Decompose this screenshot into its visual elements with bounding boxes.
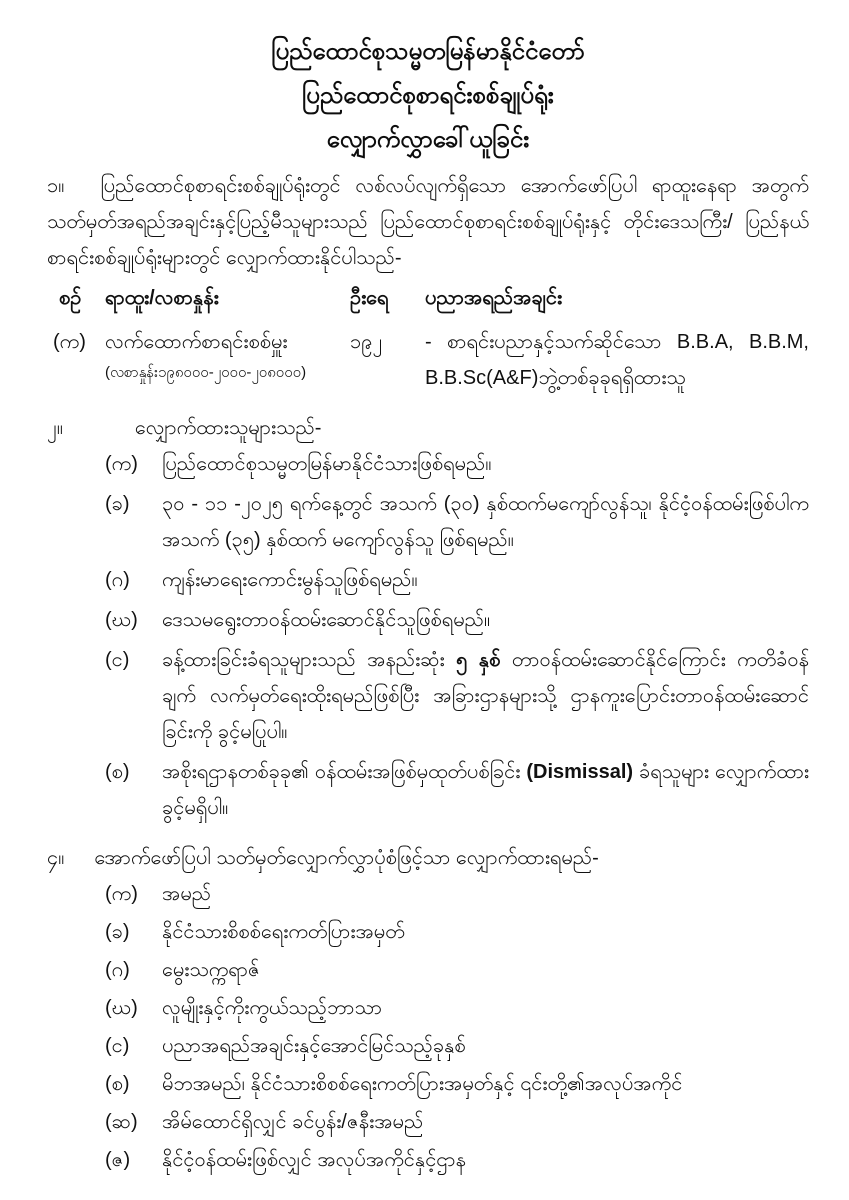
- item-label: (စ): [105, 761, 130, 783]
- section-2-heading-row: [47, 410, 809, 446]
- header-serial: စဉ်: [59, 287, 82, 309]
- vacancy-table-header: [47, 280, 809, 316]
- item-label: (င): [105, 649, 130, 671]
- item-text-pre: အစိုးရဌာနတစ်ခုခု၏ ဝန်ထမ်းအဖြစ်မှထုတ်ပစ်ခြင်း: [162, 761, 527, 783]
- item-label: (ဇ): [105, 1149, 131, 1171]
- item-text: နိုင်ငံ့ဝန်ထမ်းဖြစ်လျှင် အလုပ်အကိုင်နှင့်ဌာန: [162, 1149, 466, 1171]
- item-text-bold: (Dismissal): [526, 761, 634, 783]
- list-item: [105, 446, 809, 482]
- item-label: (ခ): [105, 921, 130, 943]
- section-4: [47, 840, 809, 1178]
- item-label: (င): [105, 1035, 130, 1057]
- table-row: [47, 324, 809, 396]
- item-label: (ဆ): [105, 1111, 138, 1133]
- item-text: ပြည်ထောင်စုသမ္မတမြန်မာနိုင်ငံသားဖြစ်ရမည်။: [162, 453, 492, 475]
- row-count: ၁၉၂: [350, 331, 383, 353]
- row-position-cell: [105, 324, 350, 386]
- list-item: [105, 914, 809, 950]
- item-label: (ဂ): [105, 959, 130, 981]
- item-label: (ဃ): [105, 997, 138, 1019]
- item-text: မိဘအမည်၊ နိုင်ငံသားစိစစ်ရေးကတ်ပြားအမှတ်နှင့် ၎င်းတို့၏အလုပ်အကိုင်: [162, 1073, 683, 1095]
- vacancy-table: [47, 280, 809, 396]
- item-label: (က): [105, 453, 138, 475]
- list-item: [105, 1028, 809, 1064]
- section-4-number: ၄။: [47, 847, 65, 869]
- row-salary-scale: (လစာနှုန်း၁၉၈၀၀၀-၂၀၀၀-၂၀၈၀၀၀): [105, 364, 307, 381]
- section-1-text: ပြည်ထောင်စုစာရင်းစစ်ချုပ်ရုံးတွင် လစ်လပ်လျက်ရှိသော အောက်ဖော်ပြပါ ရာထူးနေရာ အတွက် သတ်မှတ်အရည်အချင်းနှင့်ပြည့်မီသူများသည် ပြည်ထောင်စုစာရင်းစစ်ချုပ်ရုံးနှင့် တိုင်းဒေသကြီး/ ပြည်နယ် စာရင်းစစ်ချုပ်ရုံးများတွင် လျှောက်ထားနိုင်ပါသည်-: [47, 175, 809, 269]
- row-serial: (က): [53, 331, 86, 353]
- list-item: [105, 602, 809, 638]
- item-text: နိုင်ငံသားစိစစ်ရေးကတ်ပြားအမှတ်: [162, 921, 405, 943]
- section-4-heading: အောက်ဖော်ပြပါ သတ်မှတ်လျှောက်လွှာပုံစံဖြင့်သာ လျှောက်ထားရမည်-: [94, 847, 599, 869]
- title-line-country: ပြည်ထောင်စုသမ္မတမြန်မာနိုင်ငံတော်: [271, 38, 585, 65]
- item-text: လူမျိုးနှင့်ကိုးကွယ်သည့်ဘာသာ: [162, 997, 383, 1019]
- title-line-subject: လျှောက်လွှာခေါ်ယူခြင်း: [326, 126, 530, 153]
- item-label: (ခ): [105, 493, 130, 515]
- list-item: [105, 876, 809, 912]
- list-item: [105, 1104, 809, 1140]
- item-text: ၃၀ - ၁၁ -၂၀၂၅ ရက်နေ့တွင် အသက် (၃၀) နှစ်ထက်မကျော်လွန်သူ၊ နိုင်ငံ့ဝန်ထမ်းဖြစ်ပါက အသက် (၃၅) နှစ်ထက် မကျော်လွန်သူ ဖြစ်ရမည်။: [162, 493, 809, 551]
- row-qualification: - စာရင်းပညာနှင့်သက်ဆိုင်သော B.B.A, B.B.M, B.B.Sc(A&F)ဘွဲ့တစ်ခုခုရရှိထားသူ: [425, 331, 809, 389]
- item-text: အိမ်ထောင်ရှိလျှင် ခင်ပွန်း/ဇနီးအမည်: [162, 1111, 424, 1133]
- item-text: ပညာအရည်အချင်းနှင့်အောင်မြင်သည့်ခုနှစ်: [162, 1035, 466, 1057]
- item-text: ဒေသမရွေးတာဝန်ထမ်းဆောင်နိုင်သူဖြစ်ရမည်။: [162, 609, 491, 631]
- item-label: (ဃ): [105, 609, 138, 631]
- item-text-pre: ခန့်ထားခြင်းခံရသူများသည် အနည်းဆုံး: [162, 649, 457, 671]
- list-item: [105, 642, 809, 750]
- section-4-heading-row: [47, 840, 809, 876]
- item-text-bold: ၅ နှစ်: [456, 649, 501, 671]
- list-item: [105, 1066, 809, 1102]
- item-text: [162, 754, 809, 826]
- section-2-heading: လျှောက်ထားသူများသည်-: [134, 417, 322, 439]
- list-item: [105, 754, 809, 826]
- section-2-number: ၂။: [47, 417, 63, 439]
- section-1-paragraph: [47, 168, 809, 276]
- item-label: (စ): [105, 1073, 130, 1095]
- item-label: (က): [105, 883, 138, 905]
- row-position-title: လက်ထောက်စာရင်းစစ်မှူး: [105, 331, 288, 353]
- title-line-office: ပြည်ထောင်စုစာရင်းစစ်ချုပ်ရုံး: [302, 82, 554, 109]
- item-text: [162, 642, 809, 750]
- header-qualification: ပညာအရည်အချင်း: [425, 287, 563, 309]
- list-item: [105, 1142, 809, 1178]
- item-text-post: တာဝန်ထမ်းဆောင်နိုင်ကြောင်း ကတိခံဝန်ချက် လက်မှတ်ရေးထိုးရမည်ဖြစ်ပြီး အခြားဌာနများသို့ ဌာနကူးပြောင်းတာဝန်ထမ်းဆောင်ခြင်းကို ခွင့်မပြုပါ။: [162, 649, 809, 743]
- item-text: အမည်: [162, 883, 212, 905]
- list-item: [105, 990, 809, 1026]
- header-count: ဦးရေ: [350, 287, 389, 309]
- section-1-number: ၁။: [47, 175, 65, 197]
- item-text-post: ခံရသူများ လျှောက်ထားခွင့်မရှိပါ။: [162, 761, 809, 819]
- item-label: (ဂ): [105, 569, 130, 591]
- document-title: [47, 30, 809, 162]
- list-item: [105, 486, 809, 558]
- header-position-salary: ရာထူး/လစာနှုန်း: [105, 287, 219, 309]
- item-text: ကျန်းမာရေးကောင်းမွန်သူဖြစ်ရမည်။: [162, 569, 418, 591]
- item-text: မွေးသက္ကရာဇ်: [162, 959, 260, 981]
- list-item: [105, 952, 809, 988]
- list-item: [105, 562, 809, 598]
- section-2: [47, 410, 809, 826]
